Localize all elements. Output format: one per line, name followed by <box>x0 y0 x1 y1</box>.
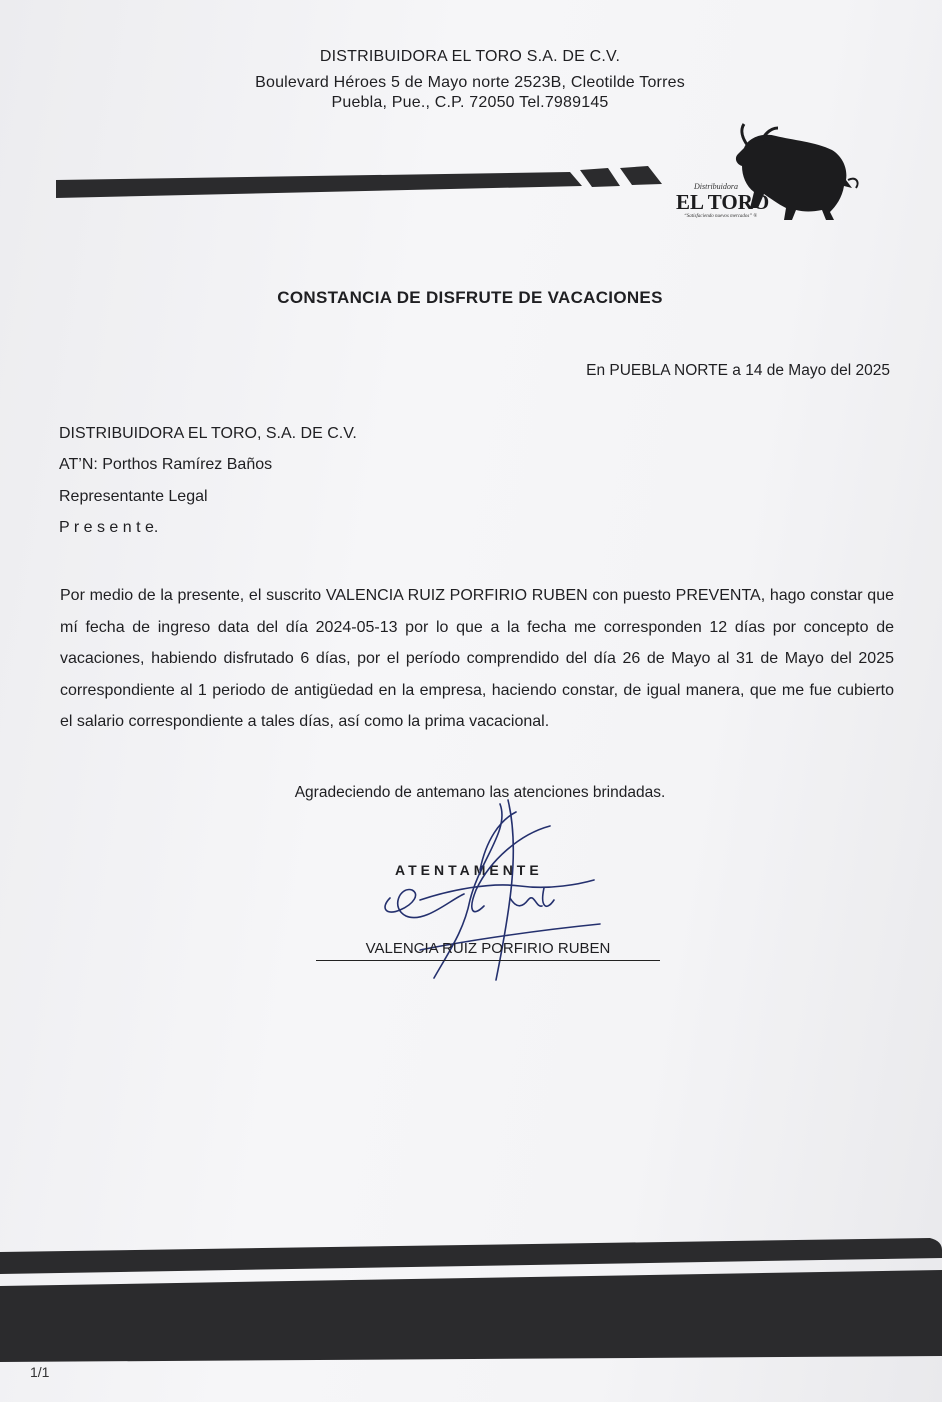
page-number: 1/1 <box>30 1364 50 1380</box>
document-title: CONSTANCIA DE DISFRUTE DE VACACIONES <box>277 288 663 307</box>
recipient-greeting: P r e s e n t e. <box>59 519 159 536</box>
closing-line: Agradeciendo de antemano las atenciones brindadas. <box>294 784 666 801</box>
header-bar-decoration <box>0 160 680 210</box>
signer-name: VALENCIA RUIZ PORFIRIO RUBEN <box>365 940 611 957</box>
logo-small-text: Distribuidora <box>694 182 739 191</box>
place-date: En PUEBLA NORTE a 14 de Mayo del 2025 <box>586 362 890 379</box>
el-toro-logo <box>666 118 866 228</box>
company-name-header: DISTRIBUIDORA EL TORO S.A. DE C.V. <box>319 48 621 65</box>
recipient-attn: AT’N: Porthos Ramírez Baños <box>59 456 273 473</box>
recipient-role: Representante Legal <box>59 488 208 505</box>
company-address-line2: Puebla, Pue., C.P. 72050 Tel.7989145 <box>331 94 609 111</box>
logo-tagline: “Satisfaciendo nuevos mercados” ® <box>684 214 758 219</box>
signature-line <box>316 960 660 961</box>
sign-off: ATENTAMENTE <box>395 862 543 878</box>
footer-bar-decoration <box>0 1230 942 1370</box>
body-paragraph: Por medio de la presente, el suscrito VALENCIA RUIZ PORFIRIO RUBEN con puesto PREVENTA, hago constar que mí fecha de ingreso data del día 2024-05-13 por lo que a la fecha me corresponden 12 días por concepto de vacaciones, habiendo disfrutado 6 días, por el período comprendido del día 26 de Mayo al 31 de Mayo del 2025 correspondiente al 1 periodo de antigüedad en la empresa, haciendo constar, de igual manera, que me fue cubierto el salario correspondiente a tales días, así como la prima vacacional. <box>60 587 894 730</box>
recipient-company: DISTRIBUIDORA EL TORO, S.A. DE C.V. <box>59 425 357 442</box>
logo-brand: EL TORO <box>676 190 770 214</box>
company-address-line1: Boulevard Héroes 5 de Mayo norte 2523B, Cleotilde Torres <box>255 74 685 91</box>
